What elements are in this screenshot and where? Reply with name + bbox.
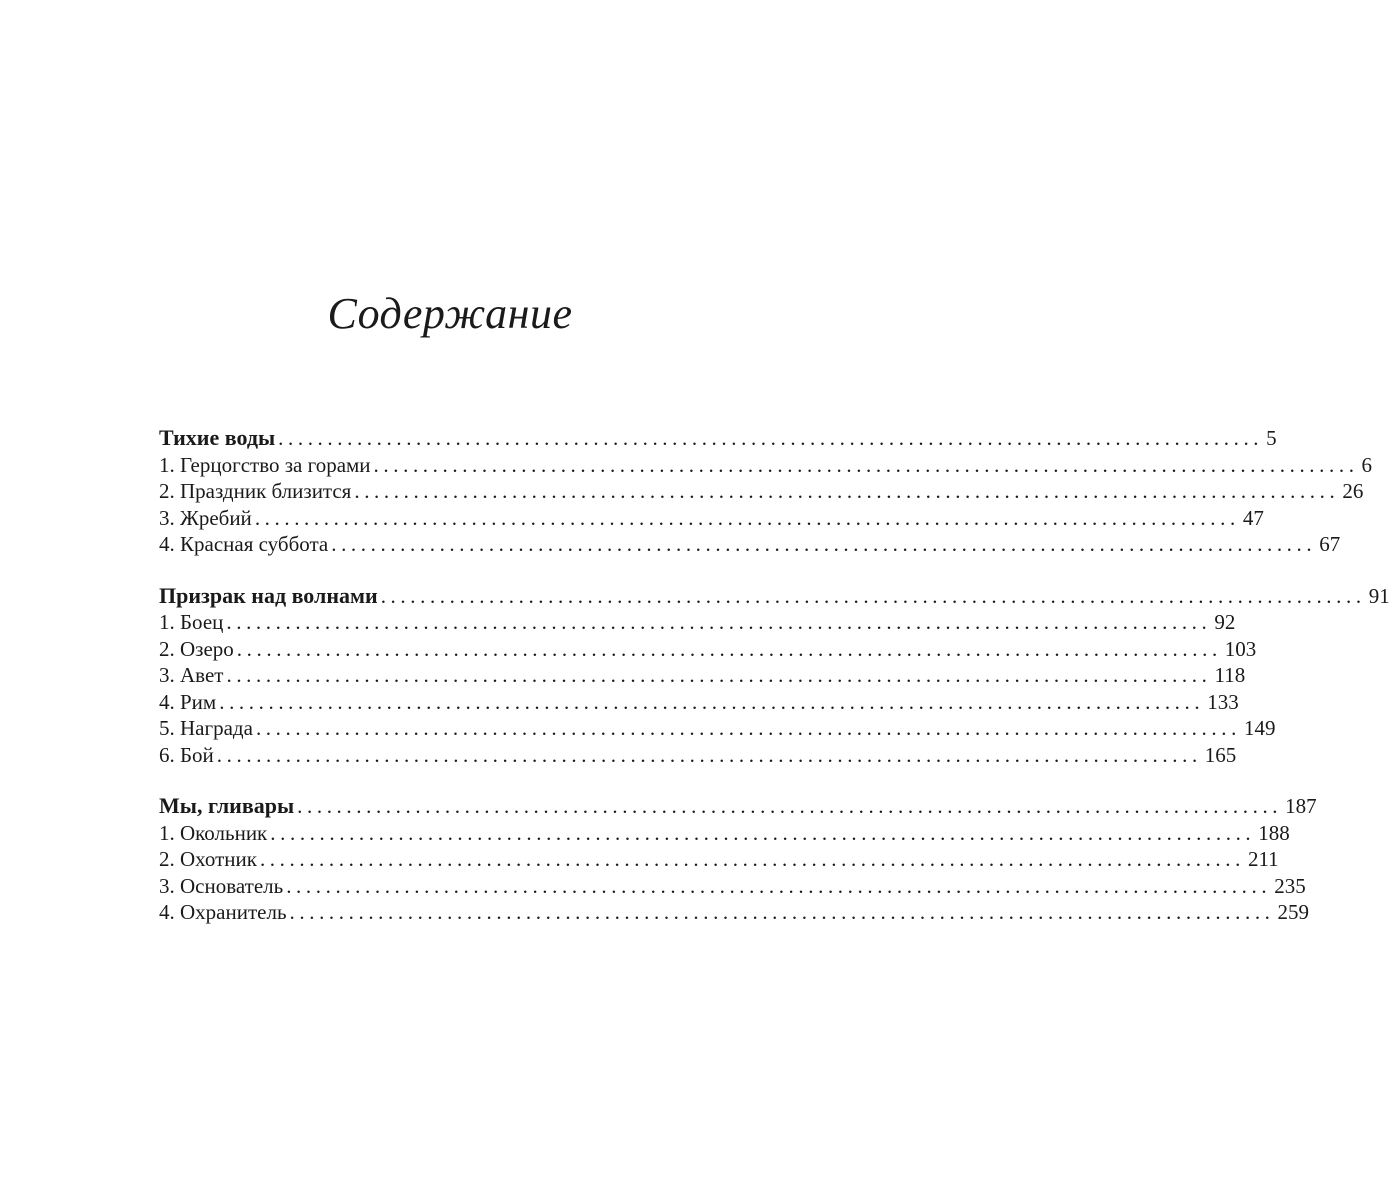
- toc-part-heading[interactable]: [159, 793, 1317, 820]
- toc-chapter-title: 3. Основатель: [159, 873, 284, 898]
- toc-chapter-title: 2. Праздник близится: [159, 479, 352, 503]
- toc-page-number: 259: [1277, 900, 1310, 924]
- toc-page-number: 149: [1243, 716, 1276, 740]
- toc-page-number: 133: [1207, 689, 1239, 714]
- toc-page-number: 188: [1258, 820, 1290, 845]
- toc-chapter-row[interactable]: [159, 820, 1290, 847]
- dot-leader: ....................................................................................................: [236, 636, 1222, 661]
- toc-chapter-row[interactable]: [159, 609, 1236, 636]
- toc-page-number: 67: [1319, 532, 1341, 556]
- toc-chapter-title: 4. Красная суббота: [159, 532, 329, 556]
- dot-leader: ....................................................................................................: [289, 900, 1275, 924]
- toc-part-title: Мы, гливары: [159, 793, 295, 818]
- toc-part-title: Призрак над волнами: [159, 582, 378, 608]
- toc-part: [159, 582, 1390, 769]
- toc-chapter-row[interactable]: [159, 742, 1237, 769]
- dot-leader: ....................................................................................................: [259, 847, 1245, 871]
- dot-leader: ....................................................................................................: [278, 426, 1264, 450]
- dot-leader: ....................................................................................................: [331, 532, 1317, 556]
- toc-page-number: 118: [1214, 663, 1246, 687]
- toc-chapter-title: 6. Бой: [159, 742, 214, 767]
- toc-chapter-row[interactable]: [159, 846, 1279, 873]
- toc-chapter-row[interactable]: [159, 505, 1264, 532]
- dot-leader: ....................................................................................................: [373, 452, 1359, 477]
- table-of-contents: [159, 425, 1390, 926]
- toc-page-number: 91: [1368, 583, 1390, 608]
- toc-chapter-row[interactable]: [159, 873, 1306, 900]
- toc-chapter-title: 2. Озеро: [159, 636, 234, 661]
- toc-chapter-title: 1. Боец: [159, 610, 224, 634]
- toc-chapter-row[interactable]: [159, 531, 1341, 558]
- dot-leader: ....................................................................................................: [226, 610, 1212, 634]
- toc-chapter-row[interactable]: [159, 452, 1373, 479]
- dot-leader: ....................................................................................................: [354, 479, 1340, 503]
- toc-page-number: 165: [1204, 742, 1237, 767]
- toc-page-number: 103: [1224, 636, 1257, 661]
- dot-leader: ....................................................................................................: [270, 820, 1256, 845]
- toc-page-number: 26: [1342, 479, 1364, 503]
- dot-leader: ....................................................................................................: [226, 663, 1212, 687]
- toc-chapter-title: 3. Жребий: [159, 505, 252, 530]
- toc-chapter-row[interactable]: [159, 689, 1239, 716]
- toc-part: [159, 793, 1317, 926]
- toc-page-number: 6: [1361, 452, 1373, 477]
- dot-leader: ....................................................................................................: [219, 689, 1205, 714]
- toc-chapter-title: 1. Окольник: [159, 820, 268, 845]
- toc-chapter-title: 4. Рим: [159, 689, 217, 714]
- toc-chapter-row[interactable]: [159, 662, 1246, 689]
- toc-page-number: 5: [1266, 426, 1277, 450]
- toc-chapter-title: 5. Награда: [159, 716, 253, 740]
- toc-chapter-title: 1. Герцогство за горами: [159, 452, 371, 477]
- toc-chapter-row[interactable]: [159, 478, 1364, 505]
- toc-chapter-title: 2. Охотник: [159, 847, 257, 871]
- toc-page-number: 235: [1274, 873, 1306, 898]
- toc-chapter-title: 4. Охранитель: [159, 900, 287, 924]
- toc-page-number: 187: [1285, 794, 1317, 818]
- toc-part: [159, 425, 1373, 558]
- dot-leader: ....................................................................................................: [286, 873, 1272, 898]
- toc-page-number: 211: [1247, 847, 1279, 871]
- dot-leader: ....................................................................................................: [297, 794, 1283, 818]
- toc-part-title: Тихие воды: [159, 425, 276, 450]
- toc-part-heading[interactable]: [159, 582, 1390, 610]
- toc-chapter-row[interactable]: [159, 899, 1310, 926]
- dot-leader: ....................................................................................................: [254, 505, 1240, 530]
- toc-chapter-row[interactable]: [159, 715, 1276, 742]
- dot-leader: ....................................................................................................: [380, 583, 1366, 608]
- page-title: Содержание: [327, 289, 573, 338]
- dot-leader: ....................................................................................................: [255, 716, 1241, 740]
- dot-leader: ....................................................................................................: [216, 742, 1202, 767]
- toc-chapter-title: 3. Авет: [159, 663, 224, 687]
- toc-chapter-row[interactable]: [159, 636, 1257, 663]
- toc-part-heading[interactable]: [159, 425, 1277, 452]
- toc-page-number: 92: [1214, 610, 1236, 634]
- toc-page-number: 47: [1242, 505, 1264, 530]
